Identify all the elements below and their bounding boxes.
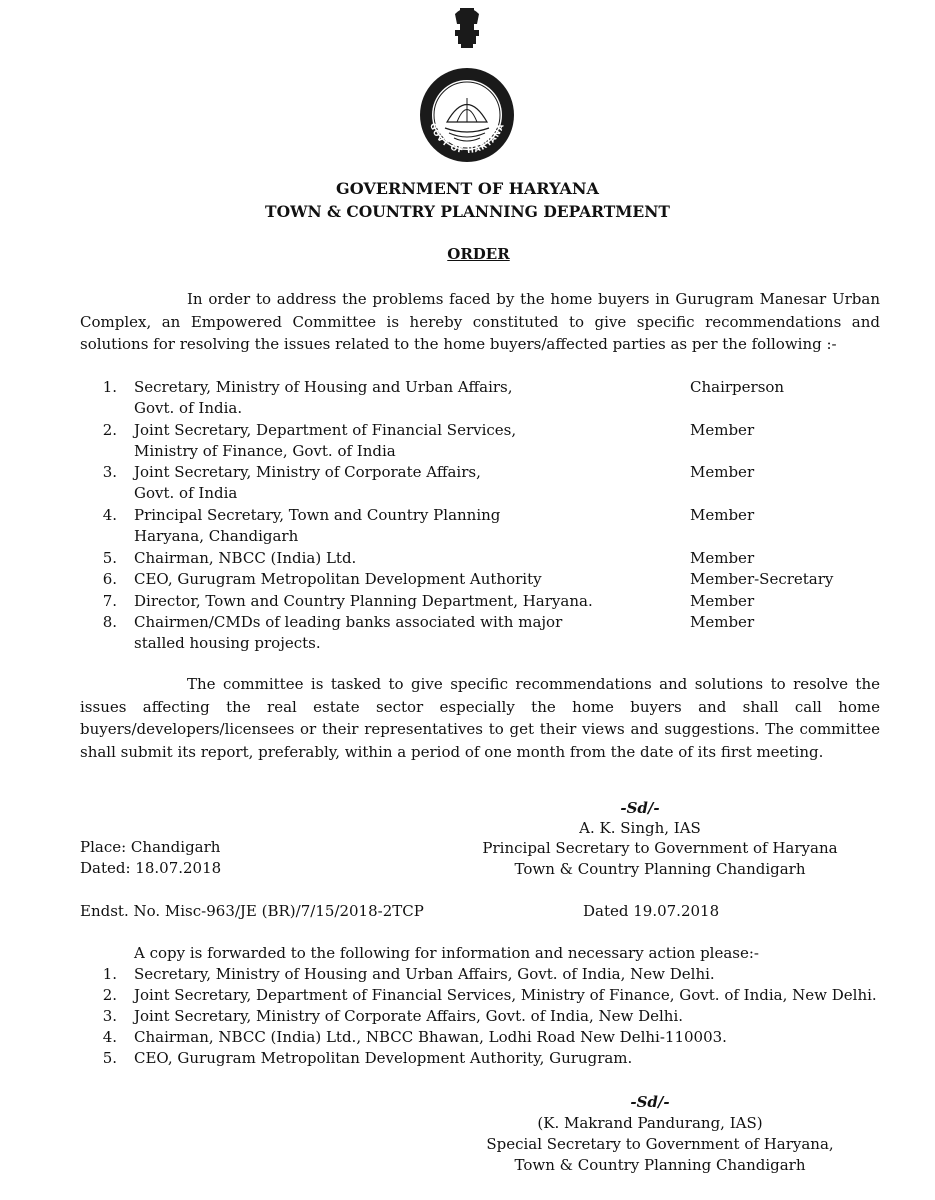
order-title: ORDER [447, 245, 510, 263]
signature1-designation: Principal Secretary to Government of Haryana [482, 839, 838, 857]
copy-intro: A copy is forwarded to the following for information and necessary action please:- [134, 944, 759, 962]
member-line2: stalled housing projects. [134, 634, 321, 652]
copy-number: 3. [102, 1007, 117, 1025]
copy-recipient: Joint Secretary, Department of Financial Services, Ministry of Finance, Govt. of India, New Delhi. [134, 986, 877, 1004]
member-role: Member [690, 592, 755, 610]
member-role: Member-Secretary [690, 570, 834, 588]
signature1-office: Town & Country Planning Chandigarh [514, 860, 806, 878]
task-paragraph: The committee is tasked to give specific recommendations and solutions to resolve the issues affecting the real estate sector especially the home buyers and shall call home buyers/developers/licensees or their representatives to get their views and suggestions. The committee shall submit its report, preferably, within a period of one month from the date of its first meeting. [80, 675, 880, 761]
copy-number: 2. [102, 986, 117, 1004]
signature1-name: A. K. Singh, IAS [579, 819, 701, 837]
signature1-sd: -Sd/- [620, 799, 660, 817]
copy-recipient: Chairman, NBCC (India) Ltd., NBCC Bhawan, Lodhi Road New Delhi-110003. [134, 1028, 727, 1046]
member-number: 6. [102, 570, 117, 588]
member-number: 7. [102, 592, 117, 610]
member-role: Member [690, 549, 755, 567]
member-role: Chairperson [690, 378, 785, 396]
member-line1: Chairmen/CMDs of leading banks associated with major [134, 613, 563, 631]
member-number: 4. [102, 506, 117, 524]
member-line1: Director, Town and Country Planning Department, Haryana. [134, 592, 593, 610]
member-role: Member [690, 463, 755, 481]
member-line1: Joint Secretary, Ministry of Corporate Affairs, [134, 463, 481, 481]
member-line2: Govt. of India [134, 484, 238, 502]
member-role: Member [690, 421, 755, 439]
signature2-office: Town & Country Planning Chandigarh [514, 1156, 806, 1174]
signature2-designation: Special Secretary to Government of Haryana, [486, 1135, 834, 1153]
member-number: 5. [102, 549, 117, 567]
copy-recipient: CEO, Gurugram Metropolitan Development Authority, Gurugram. [134, 1049, 633, 1067]
emblem-caption: GOVT OF HARYANA [428, 121, 506, 156]
emblem-icon [417, 2, 517, 172]
member-number: 8. [102, 613, 117, 631]
intro-paragraph: In order to address the problems faced by the home buyers in Gurugram Manesar Urban Complex, an Empowered Committee is hereby constituted to give specific recommendations and solutions for resolving the issues related to the home buyers/affected parties as per the following :- [80, 290, 880, 353]
member-number: 1. [102, 378, 117, 396]
member-line1: Principal Secretary, Town and Country Planning [134, 506, 501, 524]
member-number: 2. [102, 421, 117, 439]
copy-recipient: Secretary, Ministry of Housing and Urban Affairs, Govt. of India, New Delhi. [134, 965, 715, 983]
copy-number: 1. [102, 965, 117, 983]
signature2-sd: -Sd/- [630, 1093, 670, 1111]
endorsement-date: Dated 19.07.2018 [583, 902, 720, 920]
member-number: 3. [102, 463, 117, 481]
department-heading: TOWN & COUNTRY PLANNING DEPARTMENT [265, 202, 670, 221]
dated: Dated: 18.07.2018 [80, 859, 222, 877]
member-line2: Ministry of Finance, Govt. of India [134, 442, 396, 460]
place: Place: Chandigarh [80, 838, 221, 856]
member-line1: Joint Secretary, Department of Financial Services, [134, 421, 517, 439]
member-role: Member [690, 506, 755, 524]
endorsement-number: Endst. No. Misc-963/JE (BR)/7/15/2018-2TCP [80, 902, 424, 920]
government-heading: GOVERNMENT OF HARYANA [336, 179, 599, 198]
member-line1: Secretary, Ministry of Housing and Urban Affairs, [134, 378, 513, 396]
member-line2: Haryana, Chandigarh [134, 527, 299, 545]
member-line1: Chairman, NBCC (India) Ltd. [134, 549, 357, 567]
signature2-name: (K. Makrand Pandurang, IAS) [537, 1114, 763, 1132]
member-line2: Govt. of India. [134, 399, 243, 417]
member-role: Member [690, 613, 755, 631]
copy-number: 4. [102, 1028, 117, 1046]
copy-number: 5. [102, 1049, 117, 1067]
member-line1: CEO, Gurugram Metropolitan Development Authority [134, 570, 542, 588]
haryana-emblem [417, 2, 517, 172]
copy-recipient: Joint Secretary, Ministry of Corporate Affairs, Govt. of India, New Delhi. [134, 1007, 684, 1025]
